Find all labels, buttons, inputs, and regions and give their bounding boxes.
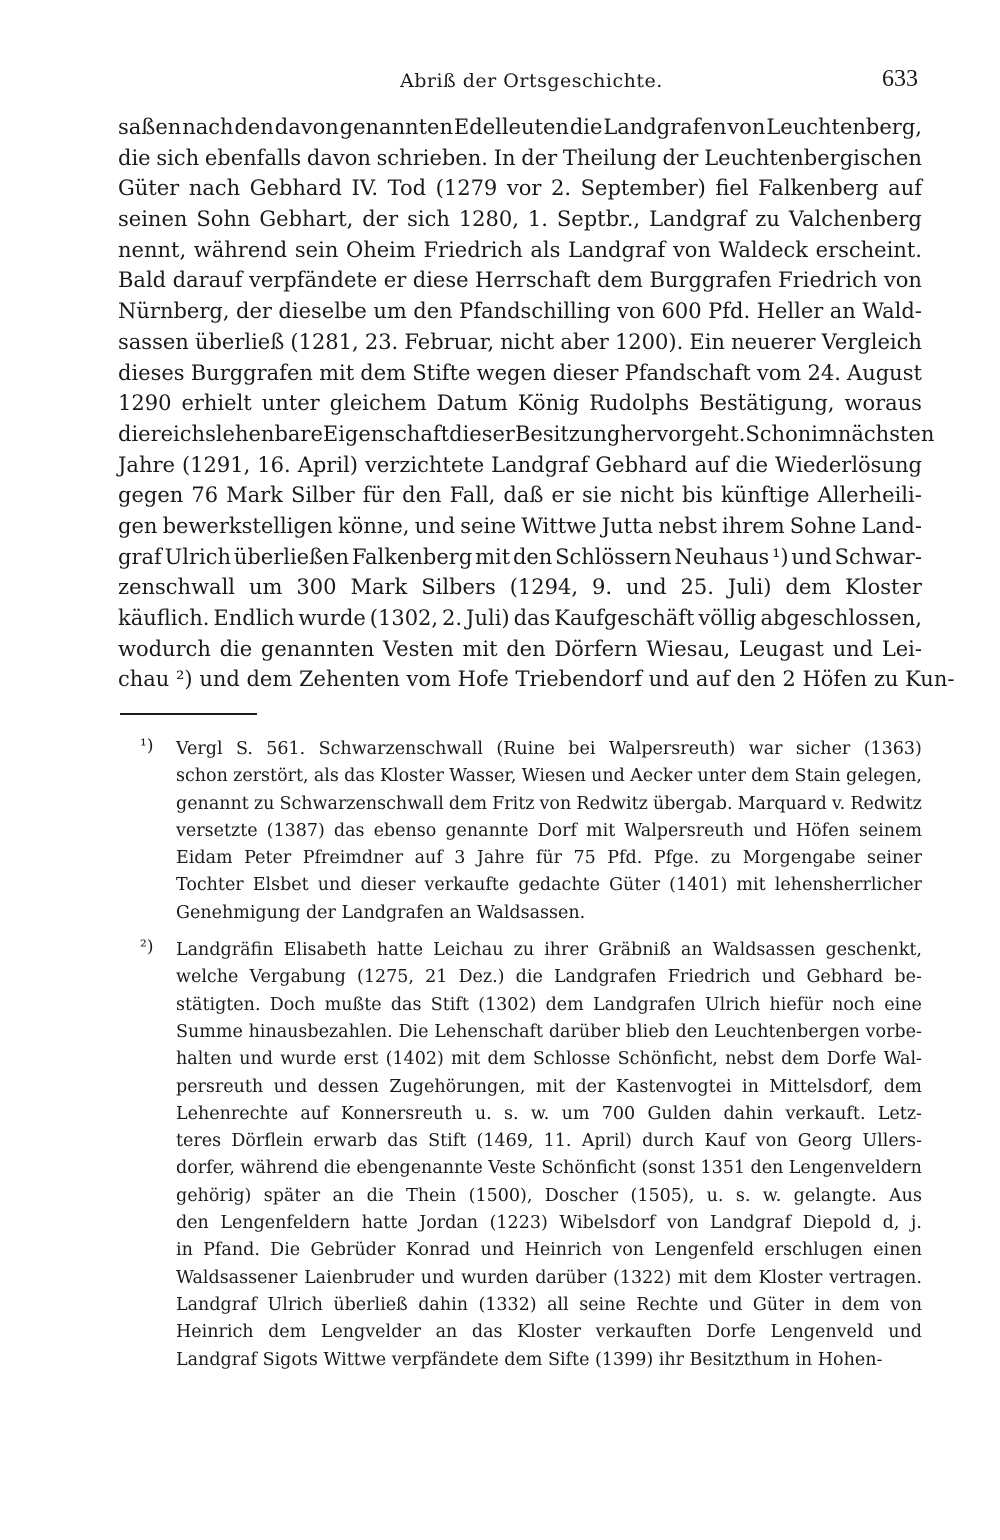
text-line: nennt, während sein Oheim Friedrich als Landgraf von Waldeck erscheint. [118,237,922,262]
footnote-line: in Pfand. Die Gebrüder Konrad und Heinrich von Lengenfeld erschlugen einen [176,1240,922,1261]
footnote [118,736,922,927]
footnotes [118,736,922,1384]
footnote-line: Heinrich dem Lengvelder an das Kloster verkauften Dorfe Lengenveld und [176,1322,922,1343]
text-line: saßen nach den davon genannten Edelleuten die Landgrafen von Leuchtenberg, [118,115,922,139]
text-line: gen bewerkstelligen könne, und seine Wittwe Jutta nebst ihrem Sohne Land- [118,513,922,538]
footnote-separator [120,713,257,715]
page-number: 633 [882,66,918,92]
text-line: die reichslehenbare Eigenschaft dieser Besitzung hervorgeht. Schon im nächsten [118,421,935,446]
footnote-line: gehörig) später an die Thein (1500), Doscher (1505), u. s. w. gelangte. Aus [176,1185,922,1206]
footnote-line: Tochter Elsbet und dieser verkaufte gedachte Güter (1401) mit lehensherrlicher [176,875,922,896]
footnote-line: genannt zu Schwarzenschwall dem Fritz von Redwitz übergab. Marquard v. Redwitz [176,793,922,814]
text-line: käuflich. Endlich wurde (1302, 2. Juli) das Kaufgeschäft völlig abgeschlossen, [118,606,922,630]
footnote-line: Vergl S. 561. Schwarzenschwall (Ruine bei Walpersreuth) war sicher (1363) [176,739,922,759]
footnote-line: persreuth und dessen Zugehörungen, mit der Kastenvogtei in Mittelsdorf, dem [176,1076,922,1097]
footnote-line: Summe hinausbezahlen. Die Lehenschaft darüber blieb den Leuchtenbergen vorbe- [176,1021,922,1042]
footnote-marker: ²) [140,937,154,958]
text-line: zenschwall um 300 Mark Silbers (1294, 9. und 25. Juli) dem Kloster [118,575,922,600]
footnote-line: den Lengenfeldern hatte Jordan (1223) Wibelsdorf von Landgraf Diepold d, j. [176,1213,922,1234]
footnote-line: halten und wurde erst (1402) mit dem Schlosse Schönficht, nebst dem Dorfe Wal- [176,1049,922,1070]
footnote-line: versetzte (1387) das ebenso genannte Dorf mit Walpersreuth und Höfen seinem [176,820,922,841]
footnote-line: Genehmigung der Landgrafen an Waldsassen. [176,902,586,923]
footnote-line: Landgraf Sigots Wittwe verpfändete dem Sifte (1399) ihr Besitzthum in Hohen- [176,1349,883,1370]
text-line: chau ²) und dem Zehenten vom Hofe Triebendorf und auf den 2 Höfen zu Kun- [118,667,955,692]
text-line: die sich ebenfalls davon schrieben. In der Theilung der Leuchtenbergischen [118,145,922,170]
footnote-line: Landgräfin Elisabeth hatte Leichau zu ihrer Gräbniß an Waldsassen geschenkt, [176,940,922,961]
footnote-line: Landgraf Ulrich überließ dahin (1332) all seine Rechte und Güter in dem von [176,1294,922,1315]
text-line: dieses Burggrafen mit dem Stifte wegen dieser Pfandschaft vom 24. August [118,360,922,385]
text-line: sassen überließ (1281, 23. Februar, nicht aber 1200). Ein neuerer Vergleich [118,329,922,354]
text-line: Jahre (1291, 16. April) verzichtete Landgraf Gebhard auf die Wiederlösung [118,452,922,477]
text-line: graf Ulrich überließen Falkenberg mit den Schlössern Neuhaus ¹) und Schwar- [118,544,922,569]
text-line: wodurch die genannten Vesten mit den Dörfern Wiesau, Leugast und Lei- [118,636,922,661]
footnote-line: teres Dörflein erwarb das Stift (1469, 11. April) durch Kauf von Georg Ullers- [176,1131,922,1152]
page-header [118,62,918,102]
text-line: Nürnberg, der dieselbe um den Pfandschilling von 600 Pfd. Heller an Wald- [118,299,922,324]
footnote-line: dorfer, während die ebengenannte Veste Schönficht (sonst 1351 den Lengenveldern [176,1158,922,1179]
footnote-marker: ¹) [140,736,154,756]
main-text [118,112,955,695]
text-line: Bald darauf verpfändete er diese Herrschaft dem Burggrafen Friedrich von [118,268,922,293]
text-line: Güter nach Gebhard IV. Tod (1279 vor 2. September) fiel Falkenberg auf [118,176,922,201]
text-line: 1290 erhielt unter gleichem Datum König Rudolphs Bestätigung, woraus [118,391,922,416]
footnote-line: welche Vergabung (1275, 21 Dez.) die Landgrafen Friedrich und Gebhard be- [176,967,922,988]
footnote-line: stätigten. Doch mußte das Stift (1302) dem Landgrafen Ulrich hiefür noch eine [176,994,922,1015]
footnote-line: Waldsassener Laienbruder und wurden darüber (1322) mit dem Kloster vertragen. [176,1267,922,1288]
text-line: gegen 76 Mark Silber für den Fall, daß er sie nicht bis künftige Allerheili- [118,483,922,508]
footnote-line: Eidam Peter Pfreimdner auf 3 Jahre für 75 Pfd. Pfge. zu Morgengabe seiner [176,848,922,869]
footnote-line: schon zerstört, als das Kloster Wasser, Wiesen und Aecker unter dem Stain gelegen, [176,766,922,787]
text-line: seinen Sohn Gebhart, der sich 1280, 1. Septbr., Landgraf zu Valchenberg [118,207,922,232]
footnote-line: Lehenrechte auf Konnersreuth u. s. w. um 700 Gulden dahin verkauft. Letz- [176,1103,922,1124]
footnote [118,937,922,1374]
running-title: Abriß der Ortsgeschichte. [400,70,663,92]
